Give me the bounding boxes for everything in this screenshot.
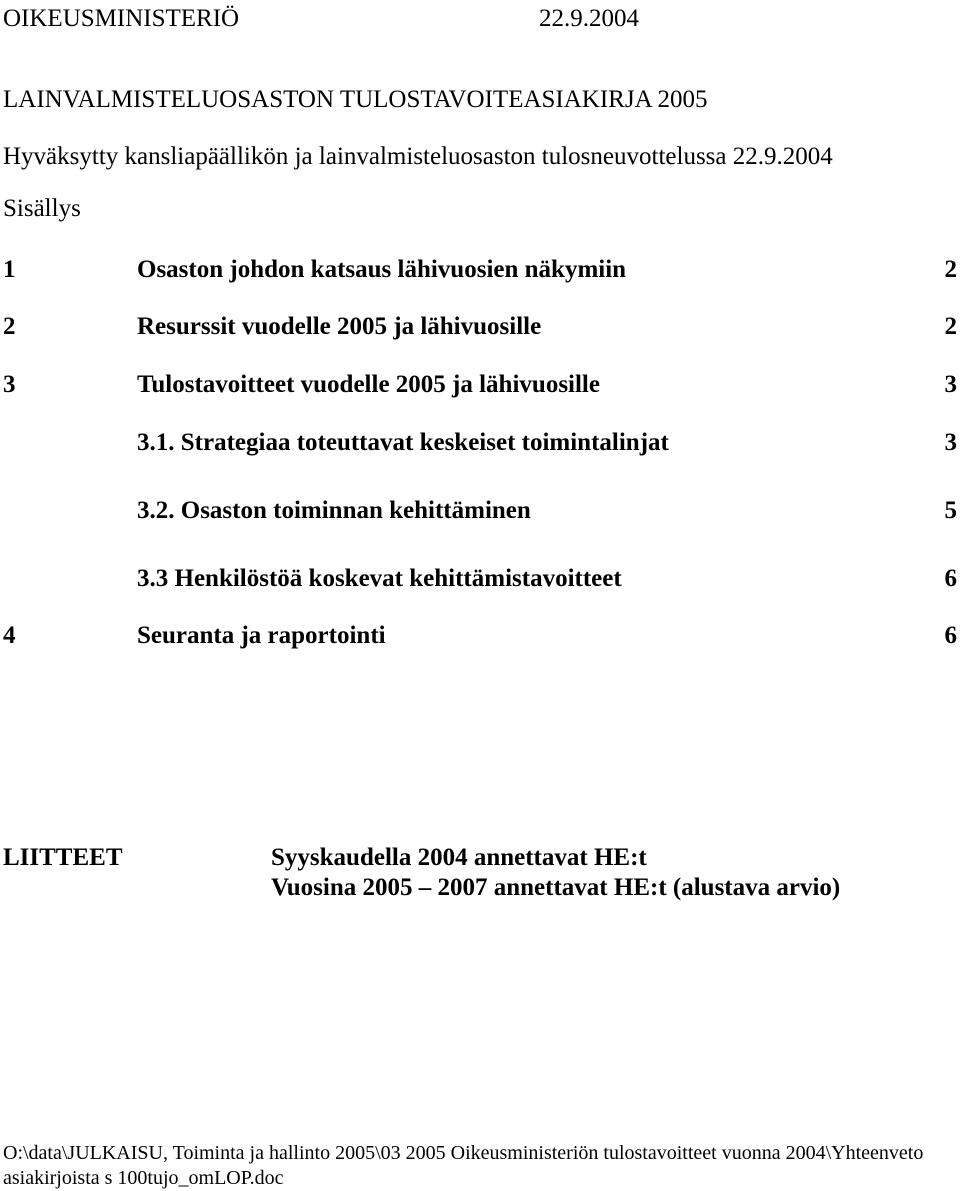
toc-entry-title: Tulostavoitteet vuodelle 2005 ja lähivuosille xyxy=(137,371,600,398)
toc-subentry-title: 3.2. Osaston toiminnan kehittäminen xyxy=(137,497,531,524)
toc-subentry-title: 3.1. Strategiaa toteuttavat keskeiset toimintalinjat xyxy=(137,429,669,456)
toc-entry-page: 5 xyxy=(944,497,957,524)
toc-subentry-title: 3.3 Henkilöstöä koskevat kehittämistavoitteet xyxy=(137,565,622,592)
toc-entry-number: 2 xyxy=(3,313,16,340)
toc-entry-page: 2 xyxy=(944,313,957,340)
attachments-label: LIITTEET xyxy=(3,844,123,871)
toc-entry-number: 3 xyxy=(3,371,16,398)
toc-entry-page: 3 xyxy=(944,429,957,456)
organization-name: OIKEUSMINISTERIÖ xyxy=(3,5,240,32)
toc-entry-title: Osaston johdon katsaus lähivuosien näkymiin xyxy=(137,256,627,283)
approval-statement: Hyväksytty kansliapäällikön ja lainvalmisteluosaston tulosneuvottelussa 22.9.2004 xyxy=(3,143,833,170)
footer-file-path-line1: O:\data\JULKAISU, Toiminta ja hallinto 2005\03 2005 Oikeusministeriön tulostavoitteet vuonna 2004\Yhteenveto xyxy=(3,1142,924,1164)
header-date: 22.9.2004 xyxy=(539,5,639,32)
toc-entry-page: 6 xyxy=(944,622,957,649)
attachment-item: Vuosina 2005 – 2007 annettavat HE:t (alustava arvio) xyxy=(271,874,841,901)
document-title: LAINVALMISTELUOSASTON TULOSTAVOITEASIAKIRJA 2005 xyxy=(3,86,708,113)
toc-entry-number: 4 xyxy=(3,622,16,649)
toc-entry-page: 3 xyxy=(944,371,957,398)
toc-entry-page: 6 xyxy=(944,565,957,592)
toc-entry-page: 2 xyxy=(944,256,957,283)
toc-entry-title: Resurssit vuodelle 2005 ja lähivuosille xyxy=(137,313,542,340)
attachment-item: Syyskaudella 2004 annettavat HE:t xyxy=(271,844,647,871)
toc-entry-title: Seuranta ja raportointi xyxy=(137,622,386,649)
toc-entry-number: 1 xyxy=(3,256,16,283)
toc-heading: Sisällys xyxy=(3,195,81,222)
footer-file-path-line2: asiakirjoista s 100tujo_omLOP.doc xyxy=(3,1167,284,1189)
